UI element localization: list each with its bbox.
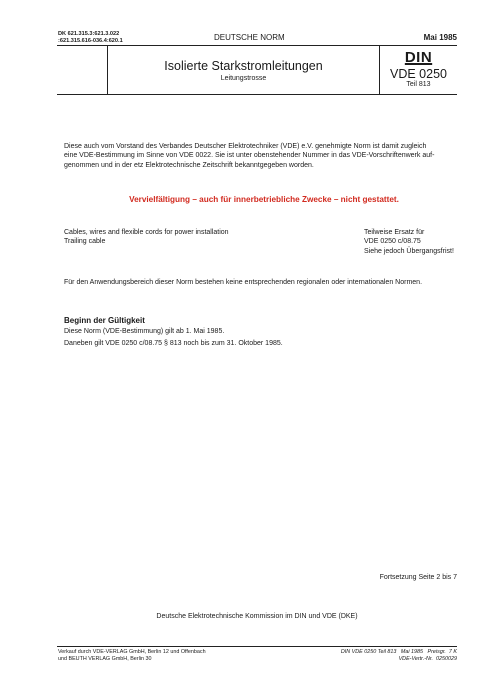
standard-code: VDE 0250: [390, 67, 447, 81]
intro-line-3: genommen und in der etz Elektrotechnische Zeitschrift bekanntgegeben worden.: [64, 161, 314, 169]
footer-right-line-1: DIN VDE 0250 Teil 813 Mai 1985 Preisgr. 7 K: [340, 649, 457, 655]
document-type-label: DEUTSCHE NORM: [214, 33, 285, 42]
document-subtitle: Leitungstrosse: [220, 75, 267, 82]
validity-heading: Beginn der Gültigkeit: [64, 316, 145, 325]
english-title: [64, 228, 229, 247]
title-block-top-rule: [57, 45, 457, 46]
reproduction-notice: Vervielfältigung – auch für innerbetriebliche Zwecke – nicht gestattet.: [129, 195, 399, 204]
standard-id-block: [380, 49, 457, 88]
standard-part: Teil 813: [406, 81, 431, 88]
document-title: Isolierte Starkstromleitungen: [164, 59, 323, 73]
intro-line-2: eine VDE-Bestimmung im Sinne von VDE 0022. Sie ist unter obenstehender Nummer in das VDE-Vorschriftenwerk auf-: [64, 152, 435, 160]
replacement-line-3: Siehe jedoch Übergangsfrist!: [364, 247, 454, 255]
dk-classification: [58, 31, 123, 45]
english-title-line-2: Trailing cable: [64, 238, 106, 246]
title-area: [108, 59, 379, 82]
committee-name: Deutsche Elektrotechnische Kommission im DIN und VDE (DKE): [156, 613, 358, 620]
footer-left-line-2: und BEUTH VERLAG GmbH, Berlin 30: [58, 656, 152, 662]
intro-paragraph: [64, 142, 464, 170]
scope-note: Für den Anwendungsbereich dieser Norm bestehen keine entsprechenden regionalen oder internationalen Normen.: [64, 279, 423, 286]
intro-line-1: Diese auch vom Vorstand des Verbandes Deutscher Elektrotechniker (VDE) e.V. genehmigte Norm ist damit zugleich: [64, 143, 427, 150]
footer-right-line-2: VDE-Vertr.-Nr. 0250029: [398, 656, 457, 662]
validity-line-2: Daneben gilt VDE 0250 c/08.75 § 813 noch bis zum 31. Oktober 1985.: [64, 340, 283, 348]
replacement-line-2: VDE 0250 c/08.75: [364, 238, 421, 246]
english-title-line-1: Cables, wires and flexible cords for power installation: [64, 229, 229, 236]
title-block-bottom-rule: [57, 94, 457, 95]
dk-line-1: DK 621.315.3:621.3.022: [58, 31, 120, 37]
continuation-note: Fortsetzung Seite 2 bis 7: [379, 574, 457, 581]
footer-rule: [57, 646, 457, 647]
footer-reference: [341, 649, 457, 663]
din-logo: DIN: [404, 49, 433, 66]
validity-section: [64, 316, 283, 349]
issue-date: Mai 1985: [423, 33, 457, 42]
footer-left-line-1: Verkauf durch VDE-VERLAG GmbH, Berlin 12 und Offenbach: [58, 649, 206, 655]
replacement-line-1: Teilweise Ersatz für: [364, 229, 425, 236]
replacement-note: [364, 228, 454, 256]
footer-publisher: [58, 649, 206, 663]
dk-line-2: :621.315.616-036.4:620.1: [58, 38, 123, 44]
validity-line-1: Diese Norm (VDE-Bestimmung) gilt ab 1. Mai 1985.: [64, 328, 225, 335]
